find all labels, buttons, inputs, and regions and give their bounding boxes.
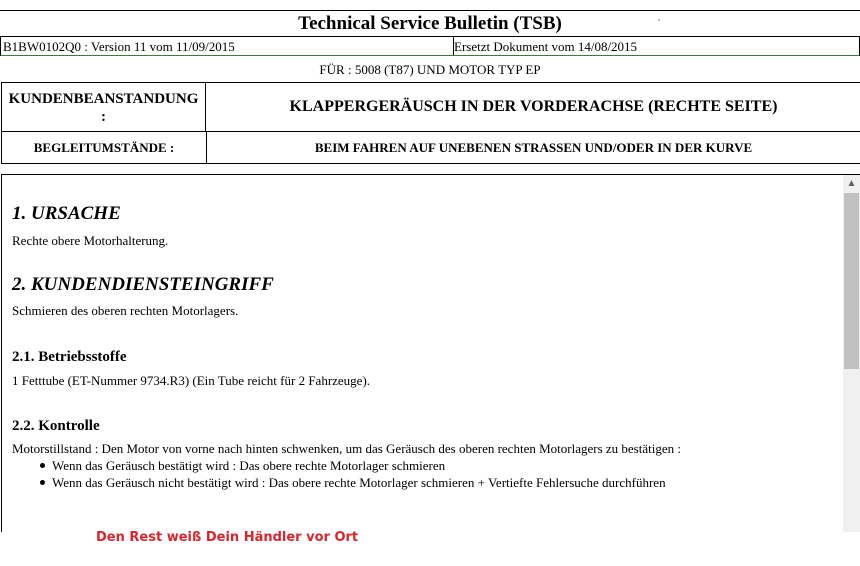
vertical-scrollbar[interactable] — [843, 175, 860, 532]
replaces-document: Ersetzt Dokument vom 14/08/2015 — [454, 39, 638, 54]
document-reference: B1BW0102Q0 : Version 11 vom 11/09/2015 — [3, 37, 454, 55]
scroll-up-arrow-icon[interactable]: ▲ — [846, 178, 857, 189]
complaint-table — [1, 82, 860, 164]
section-2-1-text: 1 Fetttube (ET-Nummer 9734.R3) (Ein Tube reicht für 2 Fahrzeuge). — [12, 373, 371, 388]
reference-row — [0, 36, 860, 56]
section-1-title: 1. URSACHE — [12, 203, 121, 224]
scrollbar-thumb[interactable] — [844, 193, 859, 369]
circumstances-label: BEGLEITUMSTÄNDE : — [2, 132, 207, 163]
list-item: Wenn das Geräusch nicht bestätigt wird : Das obere rechte Motorlager schmieren + Vertiefte Fehlersuche durchführen — [40, 474, 666, 491]
bulletin-title: Technical Service Bulletin (TSB) — [298, 13, 562, 34]
vehicle-applicability: FÜR : 5008 (T87) UND MOTOR TYP EP — [319, 62, 541, 77]
section-2-2-title: 2.2. Kontrolle — [12, 418, 100, 434]
list-item: Wenn das Geräusch bestätigt wird : Das obere rechte Motorlager schmieren — [40, 457, 666, 474]
complaint-row — [2, 83, 860, 132]
section-1-text: Rechte obere Motorhalterung. — [12, 233, 169, 248]
bulletin-content-frame[interactable] — [1, 174, 860, 532]
section-2-2-text: Motorstillstand : Den Motor von vorne nach hinten schwenken, um das Geräusch des oberen rechten Motorlagers zu bestätigen : — [12, 441, 681, 456]
check-list — [40, 457, 666, 491]
circumstances-row — [2, 132, 860, 163]
complaint-value: KLAPPERGERÄUSCH IN DER VORDERACHSE (RECHTE SEITE) — [289, 98, 778, 115]
section-2-text: Schmieren des oberen rechten Motorlagers. — [12, 303, 239, 318]
complaint-label — [2, 83, 206, 131]
section-2-1-title: 2.1. Betriebsstoffe — [12, 349, 127, 365]
circumstances-value: BEIM FAHREN AUF UNEBENEN STRASSEN UND/ODER IN DER KURVE — [314, 140, 753, 155]
dealer-annotation: Den Rest weiß Dein Händler vor Ort — [96, 530, 359, 545]
complaint-label-line2: : — [101, 109, 106, 125]
complaint-label-line1: KUNDENBEANSTANDUNG — [8, 91, 199, 107]
section-2-title: 2. KUNDENDIENSTEINGRIFF — [12, 274, 274, 295]
